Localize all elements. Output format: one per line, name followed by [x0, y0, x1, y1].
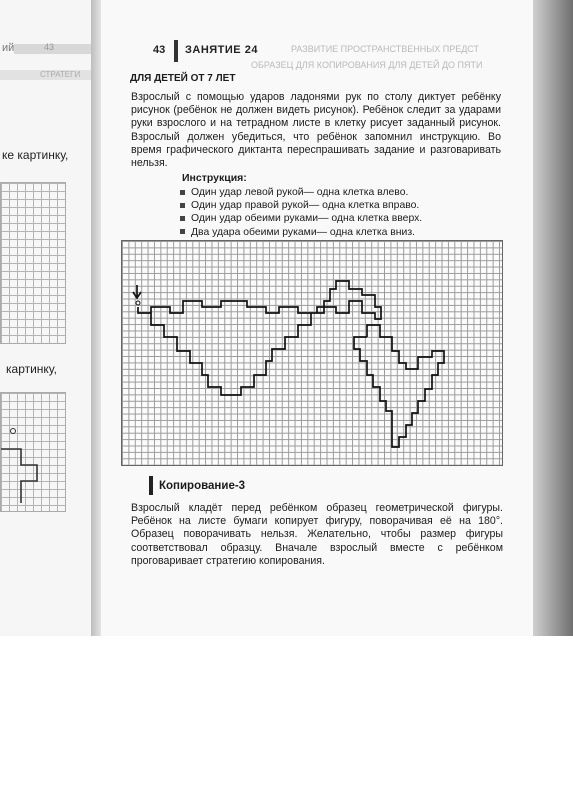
dictation-figure-path — [138, 281, 381, 395]
intro-paragraph: Взрослый с помощью ударов ладонями рук по столу диктует ребёнку рисунок (ребёнок не должен видеть рисунок). Ребёнок следит за ударами руки взрослого и на тетрадном листе в клетку рисует заданный рисунок. Взрослый должен убедиться, что ребёнок запомнил инструкцию. Во время графического диктанта переспрашивать задание и разговаривать нельзя. — [131, 91, 501, 170]
bullet-icon — [180, 229, 185, 234]
bullet-icon — [180, 190, 185, 195]
list-item — [180, 212, 422, 225]
page-number: 43 — [153, 44, 166, 56]
previous-page-subheader: СТРАТЕГИ — [40, 70, 81, 79]
bullet-icon — [180, 203, 185, 208]
section-title: Копирование-3 — [159, 480, 246, 492]
previous-page-text-line-1: ке картинку, — [2, 148, 69, 162]
age-heading: ДЛЯ ДЕТЕЙ ОТ 7 ЛЕТ — [130, 73, 236, 84]
copy-paragraph: Взрослый кладёт перед ребёнком образец геометрической фигуры. Ребёнок на листе бумаги копирует фигуру, поворачивая её на 180°. Образец поворачивать нельзя. Желательно, чтобы размер фигуры соответствовал образцу. Вначале взрослый вместе с ребёнком проговаривает стратегию копирования. — [131, 502, 503, 567]
previous-page-fragment: ий — [2, 42, 15, 54]
lesson-title: ЗАНЯТИЕ 24 — [185, 44, 258, 56]
section-marker — [149, 476, 153, 495]
previous-page — [0, 0, 95, 636]
instruction-text: Один удар обеими руками— одна клетка вверх. — [191, 213, 423, 225]
list-item — [180, 186, 422, 199]
instruction-text: Два удара обеими руками— одна клетка вниз. — [191, 226, 415, 238]
instruction-text: Один удар левой рукой— одна клетка влево. — [191, 187, 409, 198]
header-divider — [174, 40, 178, 62]
page-header — [101, 40, 533, 70]
bullet-icon — [180, 216, 185, 221]
list-item — [180, 226, 422, 239]
previous-page-number: 43 — [44, 42, 55, 52]
dictation-figure-path-2 — [354, 325, 444, 447]
bleed-through-subheader: ОБРАЗЕЦ ДЛЯ КОПИРОВАНИЯ ДЛЯ ДЕТЕЙ ДО ПЯТИ — [251, 60, 483, 70]
start-point-icon — [136, 301, 140, 305]
previous-page-grid-2 — [0, 392, 66, 512]
page-stack-edge — [533, 0, 573, 636]
book-page — [101, 0, 533, 636]
previous-page-grid-1 — [0, 182, 66, 344]
list-item — [180, 199, 422, 212]
book-gutter — [91, 0, 101, 636]
previous-page-figure — [1, 393, 65, 511]
previous-page-text-line-2: картинку, — [6, 362, 57, 376]
instruction-list — [180, 186, 422, 239]
bleed-through-header: РАЗВИТИЕ ПРОСТРАНСТВЕННЫХ ПРЕДСТ — [291, 44, 479, 54]
dictation-figure — [122, 241, 502, 465]
instruction-title: Инструкция: — [182, 172, 247, 184]
instruction-text: Один удар правой рукой— одна клетка вправо. — [191, 200, 420, 212]
dictation-grid — [121, 240, 503, 466]
